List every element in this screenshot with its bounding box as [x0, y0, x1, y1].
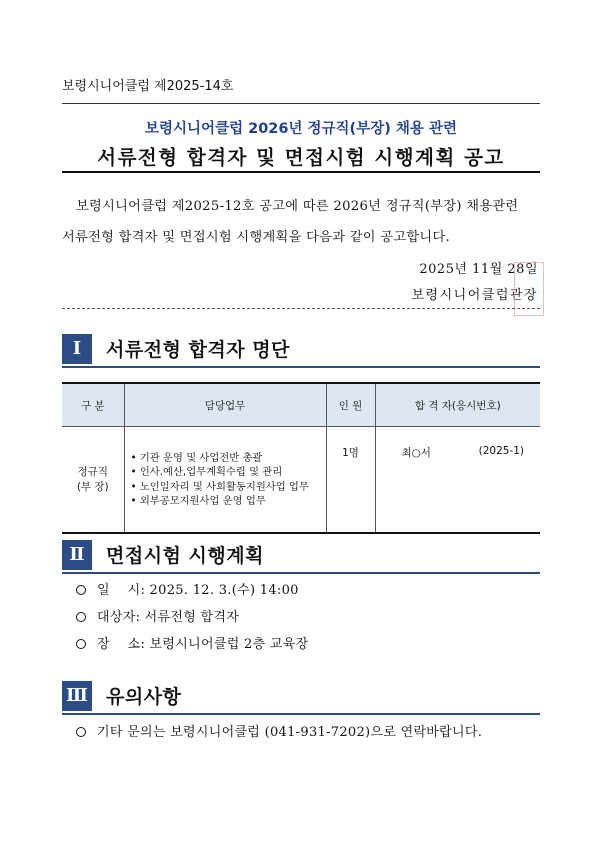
cell-count: 1명 [326, 427, 375, 534]
header-count: 인 원 [326, 383, 375, 427]
section-3-underline [62, 713, 540, 715]
section-3-header [62, 681, 540, 711]
circle-bullet-icon [76, 727, 86, 737]
dashed-divider [62, 308, 540, 309]
passer-name: 최○서 [401, 447, 431, 459]
duties-list [131, 451, 325, 509]
notice-date: 2025년 11월 28일 [419, 262, 538, 277]
contact-text: 기타 문의는 보령시니어클럽 (041-931-7202)으로 연락바랍니다. [97, 725, 483, 740]
schedule-datetime-text: 일 시: 2025. 12. 3.(수) 14:00 [97, 583, 299, 598]
section-2-number: Ⅱ [62, 540, 92, 570]
section-1-title: 서류전형 합격자 명단 [106, 339, 290, 361]
category-line-2: (부 장) [76, 480, 109, 493]
cell-duties [124, 427, 326, 534]
header-duties: 담당업무 [124, 383, 326, 427]
section-1-number: Ⅰ [62, 334, 92, 364]
intro-line-2: 서류전형 합격자 및 면접시험 시행계획을 다음과 같이 공고합니다. [62, 230, 450, 245]
title-divider [62, 171, 540, 173]
intro-line-1: 보령시니어클럽 제2025-12호 공고에 따른 2026년 정규직(부장) 채용관련 [76, 199, 519, 214]
passer-exam-number: (2025-1) [478, 445, 524, 457]
schedule-location-text: 장 소: 보령시니어클럽 2층 교육장 [97, 637, 309, 652]
notice-item-contact [76, 721, 482, 740]
cell-category [62, 427, 124, 534]
category-line-1: 정규직 [77, 465, 108, 478]
circle-bullet-icon [76, 585, 86, 595]
duty-item: • 기관 운영 및 사업전반 총괄 [131, 451, 325, 466]
header-passer: 합 격 자(응시번호) [375, 383, 540, 427]
schedule-item-datetime [76, 579, 299, 598]
table-row [62, 427, 540, 534]
section-2-title: 면접시험 시행계획 [106, 545, 264, 567]
section-1-underline [62, 366, 540, 368]
issuer-name: 보령시니어클럽관장 [411, 288, 538, 303]
circle-bullet-icon [76, 612, 86, 622]
duty-item: • 노인일자리 및 사회활동지원사업 업무 [131, 480, 325, 495]
schedule-item-location [76, 633, 308, 652]
duty-item: • 외부공모지원사업 운영 업무 [131, 494, 325, 509]
table-header-row [62, 383, 540, 427]
section-1-header [62, 334, 540, 364]
section-2-header [62, 540, 540, 570]
duty-item: • 인사.예산,업무계획수립 및 관리 [131, 465, 325, 480]
passer-table [62, 382, 540, 534]
section-3-title: 유의사항 [106, 686, 182, 708]
document-number: 보령시니어클럽 제2025-14호 [62, 79, 234, 94]
circle-bullet-icon [76, 639, 86, 649]
notice-title: 서류전형 합격자 및 면접시험 시행계획 공고 [97, 146, 505, 169]
notice-subtitle: 보령시니어클럽 2026년 정규직(부장) 채용 관련 [145, 121, 457, 137]
section-3-number: Ⅲ [62, 681, 92, 711]
schedule-item-target [76, 606, 239, 625]
section-2-underline [62, 572, 540, 574]
cell-passer [375, 427, 540, 534]
header-category: 구 분 [62, 383, 124, 427]
top-divider [62, 103, 540, 104]
schedule-target-text: 대상자: 서류전형 합격자 [97, 610, 240, 625]
